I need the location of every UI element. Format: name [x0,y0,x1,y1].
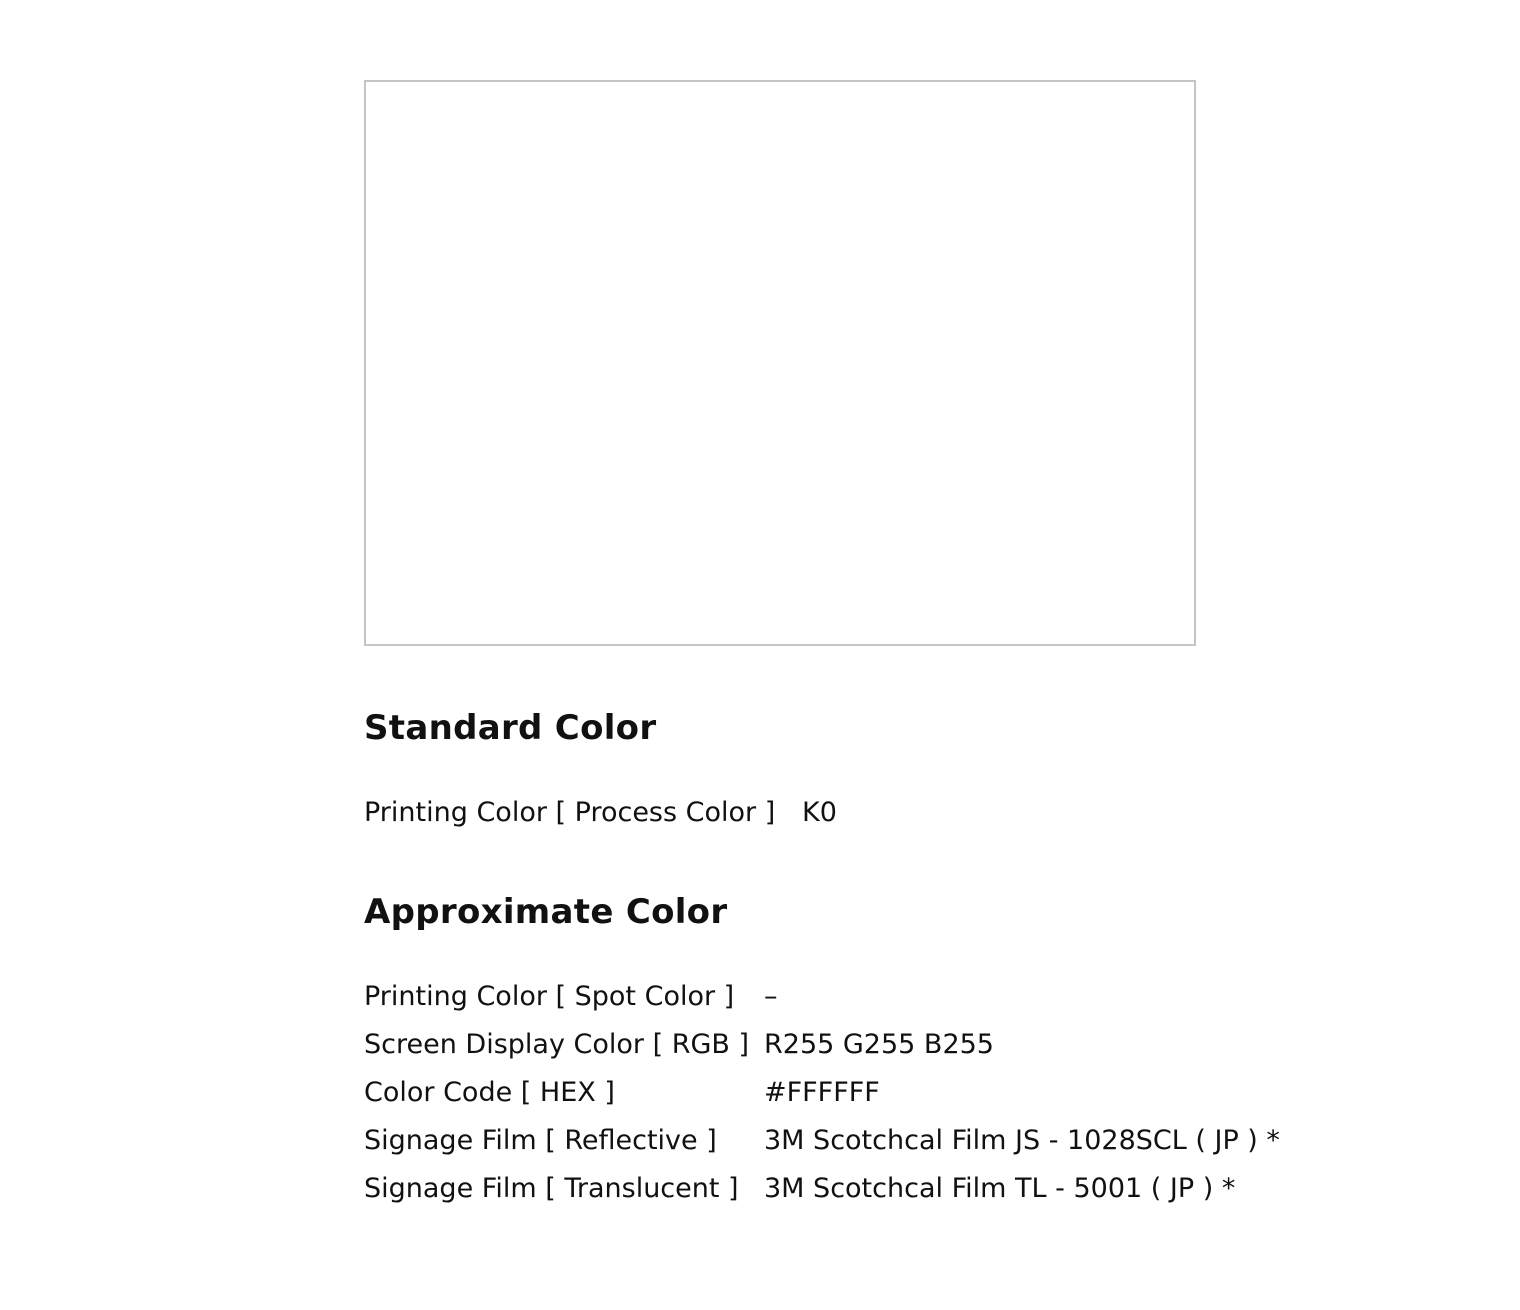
spec-label: Signage Film [ Reflective ] [364,1124,717,1156]
spec-row-spot-color [364,972,1280,1020]
spec-label: Screen Display Color [ RGB ] [364,1028,750,1060]
spec-row-process-color [364,788,837,836]
spec-row-translucent-film [364,1164,1280,1212]
approximate-color-table [364,972,1280,1212]
approximate-color-heading: Approximate Color [364,892,728,932]
color-swatch [364,80,1196,646]
spec-value: R255 G255 B255 [764,1028,994,1060]
spec-value: #FFFFFF [764,1076,880,1108]
spec-label: Color Code [ HEX ] [364,1076,615,1108]
spec-value: 3M Scotchcal Film TL - 5001 ( JP ) * [764,1172,1236,1204]
spec-label: Printing Color [ Process Color ] [364,796,776,828]
spec-row-hex [364,1068,1280,1116]
spec-value: 3M Scotchcal Film JS - 1028SCL ( JP ) * [764,1124,1280,1156]
spec-row-reflective-film [364,1116,1280,1164]
standard-color-heading: Standard Color [364,708,657,748]
spec-value: – [764,980,778,1012]
spec-label: Signage Film [ Translucent ] [364,1172,739,1204]
spec-row-rgb [364,1020,1280,1068]
spec-label: Printing Color [ Spot Color ] [364,980,735,1012]
spec-value: K0 [802,796,837,828]
